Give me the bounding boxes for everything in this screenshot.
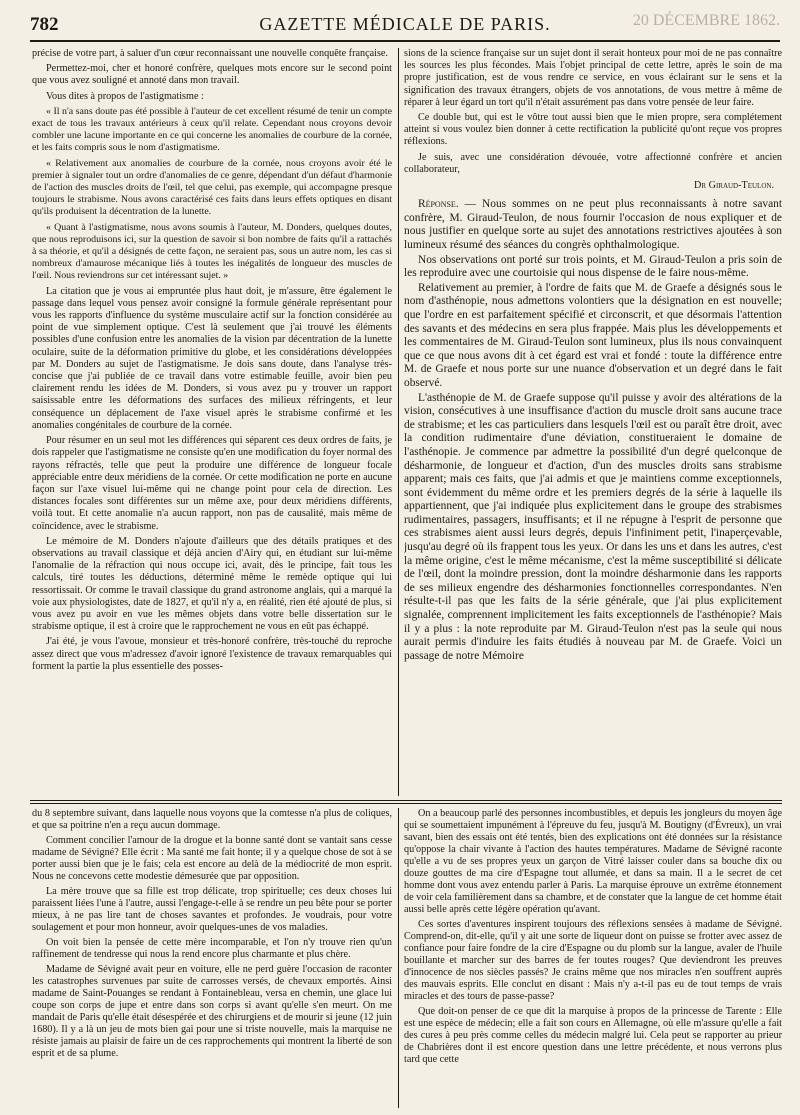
paragraph: précise de votre part, à saluer d'un cœur reconnaissant une nouvelle conquête française. xyxy=(32,48,388,59)
reply-paragraph: — Nous sommes on ne peut plus reconnaissants à notre savant confrère, M. Giraud-Teulon, de nous fournir l'occasion de nous expliquer et de nous justifier en quelque sorte au sujet des annotations restrictives ajoutées à son lumineux résumé des séances du congrès ophthalmologique. xyxy=(404,198,782,252)
page-header xyxy=(30,10,780,42)
paragraph: Madame de Sévigné avait peur en voiture, elle ne perd guère l'occasion de raconter les catastrophes survenues par suite de carrosses versés, de chevaux emportés. Ainsi madame de Saint-Pouanges se rendant à Fontainebleau, versa en chemin, une glace lui coupe son corps de jupe et entre dans son corps si avant qu'elle s'en meurt. On me mandait de Paris qu'elle était désespérée et des chirurgiens et de mourir si jeune (12 juin 1680). Il y a là un jeu de mots bien gai pour une si triste nouvelle, mais la marquise ne résiste jamais au plaisir de faire un de ces rapprochements qui montrent la liberté de son esprit et de sa plume. xyxy=(32,964,392,1059)
paragraph: sions de la science française sur un sujet dont il serait honteux pour moi de ne pas connaître les sources les plus fécondes. Mais l'objet principal de cette lettre, après le soin de ma propre justification, est de vous rendre ce service, en vous éclairant sur le sens et la signification des travaux étrangers, objets de vos annotations, de vous mettre à même de réparer à leur égard un tort qu'il n'était assurément pas dans votre pensée de leur faire. xyxy=(404,48,782,108)
paragraph: Ce double but, qui est le vôtre tout aussi bien que le mien propre, sera complétement atteint si vous voulez bien donner à cette rectification la publicité qu'ont reçue vos propres réflexions. xyxy=(404,112,782,148)
reply-paragraph: L'asthénopie de M. de Graefe suppose qu'il puisse y avoir des altérations de la vision, consécutives à une insuffisance d'action du muscle droit sans aucune trace de strabisme; et les cas particuliers dans lesquels l'œil est ou paraît être droit, avec la condition rudimentaire d'une déviation, constitueraient le domaine de l'asthénopie. Je commence par admettre la possibilité d'un degré quelconque de désharmonie, de longueur et d'action, d'un des muscles droits sans strabisme apparent; mais ces faits, que j'ai admis et que je maintiens comme exceptionnels, sont évidemment du même ordre et les premiers degrés de la série à laquelle ils appartiennent, que j'ai indiquée plus explicitement dans le groupe des strabismes rudimentaires, passagers, insuffisants; et il ne répugne à l'esprit de personne que ces strabismes aient aussi leurs degrés, depuis l'infiniment petit, l'inaperçevable, jusqu'au degré où ils frappent tous les yeux. Or dans les uns et dans les autres, c'est la même origine, c'est le même mécanisme, c'est la même susceptibilité si délicate de l'œil, dont la moindre pression, dont la moindre désharmonie dans les rapports de ses milieux engendre des désharmonies fonctionnelles correspondantes. N'en résulte-t-il pas que les faits de la série générale, que j'ai plus explicitement signalée, comprennent implicitement les faits exceptionnels de l'asthénopie? Mais il y a plus : la note reproduite par M. Giraud-Teulon n'est pas la seule qui nous aurait permis d'induire les faits étudiés à nouveau par M. de Graefe. Voici un passage de notre Mémoire xyxy=(404,391,782,662)
paragraph: On a beaucoup parlé des personnes incombustibles, et depuis les jongleurs du moyen âge qui se soumettaient impunément à l'épreuve du feu, jusqu'à M. Boutigny (d'Évreux), un vrai savant, bien des essais ont été tentés, bien des explications ont été données sur la résistance qu'oppose la chair vivante à l'action des hautes températures. Madame de Sévigné raconte qu'elle a vu de ses propres yeux un garçon de Vitré laisser couler dans sa bouche dix ou douze gouttes de ma cire d'Espagne tout allumée, et dans sa main. Il a le secret de cet homme dont vous avez entendu parler à Paris. La marquise éprouve un extrême étonnement de voir cela familièrement dans sa chambre, et de constater que la langue de cet homme était aussi belle après cette légère opération qu'avant. xyxy=(404,808,782,915)
paragraph: Pour résumer en un seul mot les différences qui séparent ces deux ordres de faits, je dois rappeler que l'astigmatisme ne consiste qu'en une modification du foyer normal des rayons réfractés, telle que peut la produire une différence de longueur focale appréciable entre deux méridiens de la cornée. Or cette modification ne porte en aucune façon sur l'axe visuel lui-même qui ne change point pour cela de direction. Les distances focales sont différentes sur un même axe, pour deux méridiens différents, voilà tout. Et cette anomalie n'a aucun rapport, non pas de causalité, mais même de coïncidence, avec le strabisme. xyxy=(32,435,392,532)
paragraph: Comment concilier l'amour de la drogue et la bonne santé dont se vantait sans cesse madame de Sévigné? Elle écrit : Ma santé me fait honte; il y a quelque chose de sot à se porter aussi bien que je le fais; cela est encore au delà de la médiocrité de mon esprit. Nous ne concevons cette modestie démesurée que par opposition. xyxy=(32,835,392,882)
paragraph: On voit bien la pensée de cette mère incomparable, et l'on n'y trouve rien qu'un raffinement de tendresse qui nous la rend encore plus charmante et plus chère. xyxy=(32,937,392,960)
quote-paragraph: « Quant à l'astigmatisme, nous avons soumis à l'auteur, M. Donders, quelques doutes, que nous reproduisons ici, sur la question de savoir si bon nombre de faits qu'il a rattachés à sa théorie, et qu'il a désignés de cette façon, ne seraient pas, sous un autre nom, les cas si nombreux d'amaurose mécanique liés à toutes les inégalités de longueur des muscles de l'œil. Nous reviendrons sur cet intéressant sujet. » xyxy=(32,221,392,282)
reply-section xyxy=(404,198,782,663)
paragraph: Que doit-on penser de ce que dit la marquise à propos de la princesse de Tarente : Elle est une espèce de médecin; elle a fait son cours en Allemagne, où elle m'assure qu'elle a fait des cures à peu près comme celles du médecin malgré lui. Cela peut se rapporter au prieur de Chabrières dont il est encore question dans une lettre précédente, et nous verrons plus tard que cette xyxy=(404,1006,782,1065)
bottom-right-column xyxy=(404,808,782,1108)
reply-paragraph: Nos observations ont porté sur trois points, et M. Giraud-Teulon a pris soin de les reproduire avec une courtoisie qui nous dispense de le faire nous-même. xyxy=(404,253,782,280)
column-divider-top xyxy=(398,48,399,796)
bottom-left-column xyxy=(32,808,392,1108)
paragraph: La citation que je vous ai empruntée plus haut doit, je m'assure, être également le passage dans lequel vous pensez avoir consigné la formule générale représentant pour vous les rapports d'influence du système musculaire actif sur la fonction considérée au point de vue simplement optique. C'est là seulement que j'ai trouvé les éléments possibles d'une confusion entre les anomalies de la vision par décentration de la lunette oculaire, suite de la déformation primitive du globe, et les considérations développées par M. Donders au sujet de l'astigmatisme. Je dois sans doute, dans l'analyse très-concise que j'ai publiée de ce travail dans votre estimable feuille, avoir bien peu clairement rendu les idées de M. Donders, si vous avez pu y trouver un rapport saisissable entre les déformations des surfaces des milieux réfringents, et leur conséquence un déplacement de l'axe visuel après le strabisme confirmé et les anomalies congénitales de courbure de la cornée. xyxy=(32,285,392,431)
column-divider-bottom xyxy=(398,808,399,1108)
reply-paragraph: Relativement au premier, à l'ordre de faits que M. de Graefe a désignés sous le nom d'asthénopie, nous admettons volontiers que la désignation en est nouvelle; que l'ordre en est parfaitement spécifié et circonscrit, et que désormais l'attention des savants et des médecins en sera plus frappée. Mais plus les développements et les commentaires de M. Giraud-Teulon sont lumineux, plus ils nous convainquent que ce que nous avons dit à cet égard est vrai et fondé : toute la différence entre M. de Graefe et nous porte sur une nuance d'observation et un degré dans le fait observé. xyxy=(404,281,782,389)
paragraph: La mère trouve que sa fille est trop délicate, trop spirituelle; ces deux choses lui paraissent liées l'une à l'autre, aussi l'engage-t-elle à se rendre un peu bête pour se porter mieux, à ne pas lire tant de choses savantes et profondes. Je voudrais, pour votre soulagement et pour mon honneur, avoir quelques-unes de vos maladies. xyxy=(32,886,392,933)
date-stamp: 20 DÉCEMBRE 1862. xyxy=(632,12,780,29)
paragraph: Je suis, avec une considération dévouée, votre affectionné confrère et ancien collaborateur, xyxy=(404,151,782,175)
reply-label: Réponse. xyxy=(418,198,459,211)
paragraph: Permettez-moi, cher et honoré confrère, quelques mots encore sur le second point que vous avez souligné et annoté dans mon travail. xyxy=(32,63,392,87)
quote-paragraph: « Relativement aux anomalies de courbure de la cornée, nous croyons avoir été le premier à signaler tout un ordre d'anomalies de ce genre, dépendant d'un défaut d'harmonie de l'action des muscles droits de l'œil, tel que celui, pas exemple, qui accompagne presque toujours le strabisme. Nous avons caractérisé ces faits dans leurs effets optiques en disant qu'ils produisent la décentration de la lunette. xyxy=(32,157,392,218)
section-divider-inner xyxy=(30,803,782,804)
quote-paragraph: « Il n'a sans doute pas été possible à l'auteur de cet excellent résumé de tenir un compte exact de tous les travaux antérieurs à ceux qu'il relate. Cependant nous croyons devoir combler une lacune importante en ce qui concerne les anomalies de courbure de la cornée, et les faits compris sous le nom d'astigmatisme. xyxy=(32,105,392,154)
paragraph: Le mémoire de M. Donders n'ajoute d'ailleurs que des détails pratiques et des observations au travail classique et déjà ancien d'Airy qui, en étudiant sur lui-même l'anomalie de la réfraction qui nous occupe ici, avait, dès le principe, fait tous les calculs, tiré toutes les déductions, déterminé même le remède optique qui lui ressortissait. Or comme le travail classique du grand astronome anglais, qui a marqué la voie aux physiologistes, date de 1827, et qu'il n'y a, en réalité, rien été ajouté de plus, si vous avez pu avoir en vue les mêmes objets dans votre belle dissertation sur le strabisme optique, il est à croire que le rapprochement ne vous en eût pas échappé. xyxy=(32,535,392,633)
page-number: 782 xyxy=(30,14,59,35)
top-right-column xyxy=(404,48,782,796)
paragraph: du 8 septembre suivant, dans laquelle nous voyons que la comtesse n'a plus de coliques, et que sa poitrine n'en a reçu aucun dommage. xyxy=(32,808,392,831)
section-divider xyxy=(30,800,782,801)
paragraph: J'ai été, je vous l'avoue, monsieur et très-honoré confrère, très-touché du reproche assez direct que vous m'adressez d'avoir ignoré l'existence de travaux remarquables qui forment la partie la plus essentielle des posses- xyxy=(32,636,392,672)
signature: Dr Giraud-Teulon. xyxy=(694,180,774,192)
paragraph: Ces sortes d'aventures inspirent toujours des réflexions sensées à madame de Sévigné. Comprend-on, dit-elle, qu'il y ait une sorte de liqueur dont on puisse se frotter avec assez de confiance pour faire fondre de la cire d'Espagne ou du plomb sur la langue, avaler de l'huile bouillante et marcher sur des barres de fer toutes rouges? Que deviendront les preuves d'innocence de nos siècles passés? Je crains même que nos miracles n'en souffrent auprès des mauvais esprits. Elle conclut en disant : Mais n'y a-t-il pas eu de tout temps de vrais miracles et des tours de passe-passe? xyxy=(404,919,782,1002)
paragraph: Vous dites à propos de l'astigmatisme : xyxy=(46,90,204,102)
top-left-column xyxy=(32,48,392,796)
journal-title: GAZETTE MÉDICALE DE PARIS. xyxy=(259,14,551,34)
